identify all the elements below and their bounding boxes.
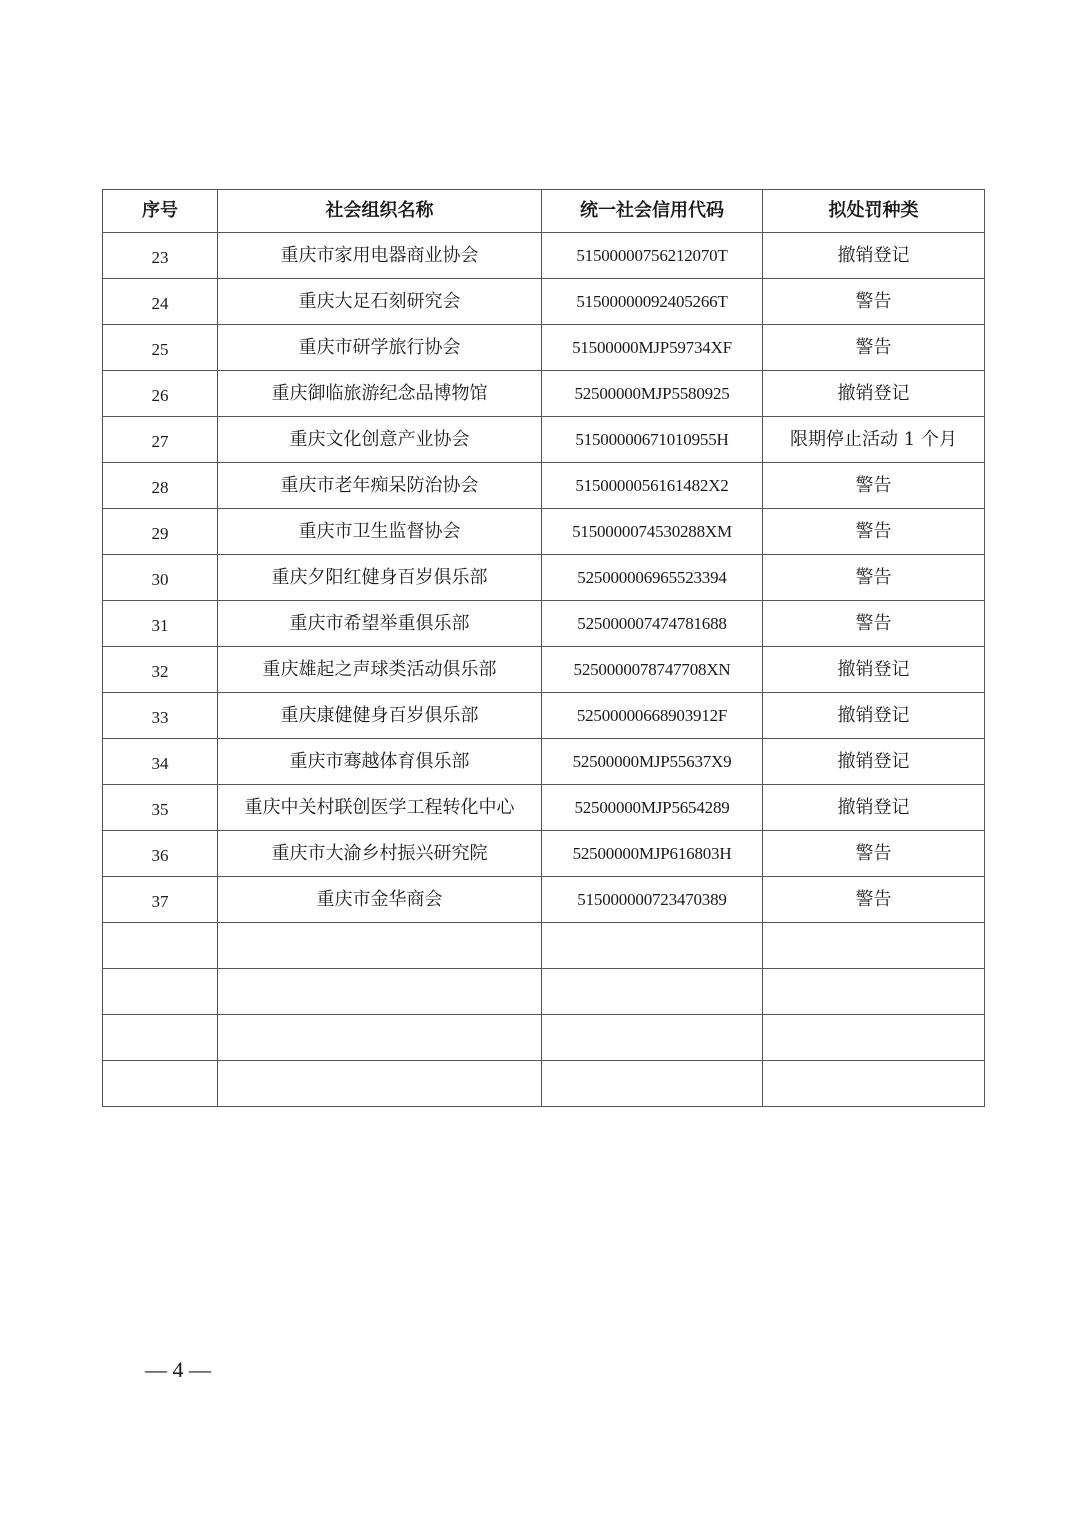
cell-credit-code: 51500000756212070T (542, 233, 763, 279)
cell-credit-code: 52500000MJP5580925 (542, 371, 763, 417)
cell-org-name: 重庆中关村联创医学工程转化中心 (218, 785, 542, 831)
table-row (103, 555, 985, 601)
cell-org-name: 重庆市希望举重俱乐部 (218, 601, 542, 647)
cell-credit-code: 525000007474781688 (542, 601, 763, 647)
page-number: — 4 — (145, 1357, 211, 1382)
cell-seq (103, 1015, 218, 1061)
cell-credit-code: 51500000671010955H (542, 417, 763, 463)
cell-penalty-type: 撤销登记 (763, 233, 985, 279)
cell-org-name (218, 1061, 542, 1107)
table-row (103, 923, 985, 969)
cell-credit-code: 52500000MJP55637X9 (542, 739, 763, 785)
cell-seq (103, 1061, 218, 1107)
cell-org-name: 重庆御临旅游纪念品博物馆 (218, 371, 542, 417)
table-header-row (103, 190, 985, 233)
table-row (103, 785, 985, 831)
penalty-table (102, 189, 985, 1107)
table-row (103, 831, 985, 877)
cell-seq: 35 (103, 785, 218, 831)
table-row (103, 279, 985, 325)
header-org-name: 社会组织名称 (218, 190, 542, 233)
table-row (103, 417, 985, 463)
cell-org-name: 重庆市大渝乡村振兴研究院 (218, 831, 542, 877)
cell-org-name: 重庆夕阳红健身百岁俱乐部 (218, 555, 542, 601)
cell-credit-code: 52500000MJP5654289 (542, 785, 763, 831)
table-row (103, 877, 985, 923)
cell-seq: 29 (103, 509, 218, 555)
cell-penalty-type: 警告 (763, 279, 985, 325)
cell-penalty-type: 警告 (763, 463, 985, 509)
cell-penalty-type: 警告 (763, 877, 985, 923)
cell-credit-code (542, 1015, 763, 1061)
table-body (103, 233, 985, 1107)
cell-org-name: 重庆雄起之声球类活动俱乐部 (218, 647, 542, 693)
cell-penalty-type (763, 1061, 985, 1107)
cell-org-name: 重庆市金华商会 (218, 877, 542, 923)
cell-penalty-type: 撤销登记 (763, 647, 985, 693)
cell-seq: 36 (103, 831, 218, 877)
cell-seq: 26 (103, 371, 218, 417)
cell-seq: 25 (103, 325, 218, 371)
cell-seq: 28 (103, 463, 218, 509)
cell-org-name (218, 923, 542, 969)
cell-seq (103, 969, 218, 1015)
cell-credit-code: 52500000668903912F (542, 693, 763, 739)
table-row (103, 601, 985, 647)
cell-seq: 23 (103, 233, 218, 279)
cell-org-name: 重庆康健健身百岁俱乐部 (218, 693, 542, 739)
cell-org-name (218, 969, 542, 1015)
cell-seq: 24 (103, 279, 218, 325)
cell-credit-code: 51500000092405266T (542, 279, 763, 325)
cell-org-name: 重庆市研学旅行协会 (218, 325, 542, 371)
cell-penalty-type: 撤销登记 (763, 785, 985, 831)
cell-credit-code: 5150000074530288XM (542, 509, 763, 555)
cell-credit-code: 5250000078747708XN (542, 647, 763, 693)
cell-penalty-type: 撤销登记 (763, 693, 985, 739)
cell-credit-code (542, 1061, 763, 1107)
table-row (103, 647, 985, 693)
cell-seq (103, 923, 218, 969)
cell-seq: 30 (103, 555, 218, 601)
cell-credit-code (542, 969, 763, 1015)
table-row (103, 1061, 985, 1107)
table-row (103, 233, 985, 279)
header-seq: 序号 (103, 190, 218, 233)
cell-org-name: 重庆市家用电器商业协会 (218, 233, 542, 279)
table-row (103, 1015, 985, 1061)
cell-penalty-type (763, 1015, 985, 1061)
cell-credit-code: 51500000MJP59734XF (542, 325, 763, 371)
cell-penalty-type: 警告 (763, 509, 985, 555)
cell-credit-code (542, 923, 763, 969)
cell-penalty-type: 警告 (763, 601, 985, 647)
header-penalty-type: 拟处罚种类 (763, 190, 985, 233)
cell-penalty-type: 警告 (763, 831, 985, 877)
cell-seq: 32 (103, 647, 218, 693)
cell-org-name: 重庆文化创意产业协会 (218, 417, 542, 463)
cell-penalty-type: 警告 (763, 325, 985, 371)
cell-org-name: 重庆市骞越体育俱乐部 (218, 739, 542, 785)
cell-credit-code: 5150000056161482X2 (542, 463, 763, 509)
cell-org-name: 重庆市卫生监督协会 (218, 509, 542, 555)
cell-credit-code: 52500000MJP616803H (542, 831, 763, 877)
table-row (103, 693, 985, 739)
cell-seq: 37 (103, 877, 218, 923)
cell-penalty-type (763, 969, 985, 1015)
table-row (103, 463, 985, 509)
table-row (103, 969, 985, 1015)
cell-penalty-type: 警告 (763, 555, 985, 601)
cell-penalty-type: 撤销登记 (763, 739, 985, 785)
cell-penalty-type: 撤销登记 (763, 371, 985, 417)
header-credit-code: 统一社会信用代码 (542, 190, 763, 233)
table-row (103, 739, 985, 785)
table-row (103, 325, 985, 371)
cell-seq: 31 (103, 601, 218, 647)
cell-org-name (218, 1015, 542, 1061)
cell-org-name: 重庆大足石刻研究会 (218, 279, 542, 325)
cell-credit-code: 525000006965523394 (542, 555, 763, 601)
table-row (103, 371, 985, 417)
table-row (103, 509, 985, 555)
cell-penalty-type: 限期停止活动 1 个月 (763, 417, 985, 463)
cell-seq: 33 (103, 693, 218, 739)
cell-credit-code: 515000000723470389 (542, 877, 763, 923)
cell-penalty-type (763, 923, 985, 969)
cell-org-name: 重庆市老年痴呆防治协会 (218, 463, 542, 509)
cell-seq: 34 (103, 739, 218, 785)
cell-seq: 27 (103, 417, 218, 463)
